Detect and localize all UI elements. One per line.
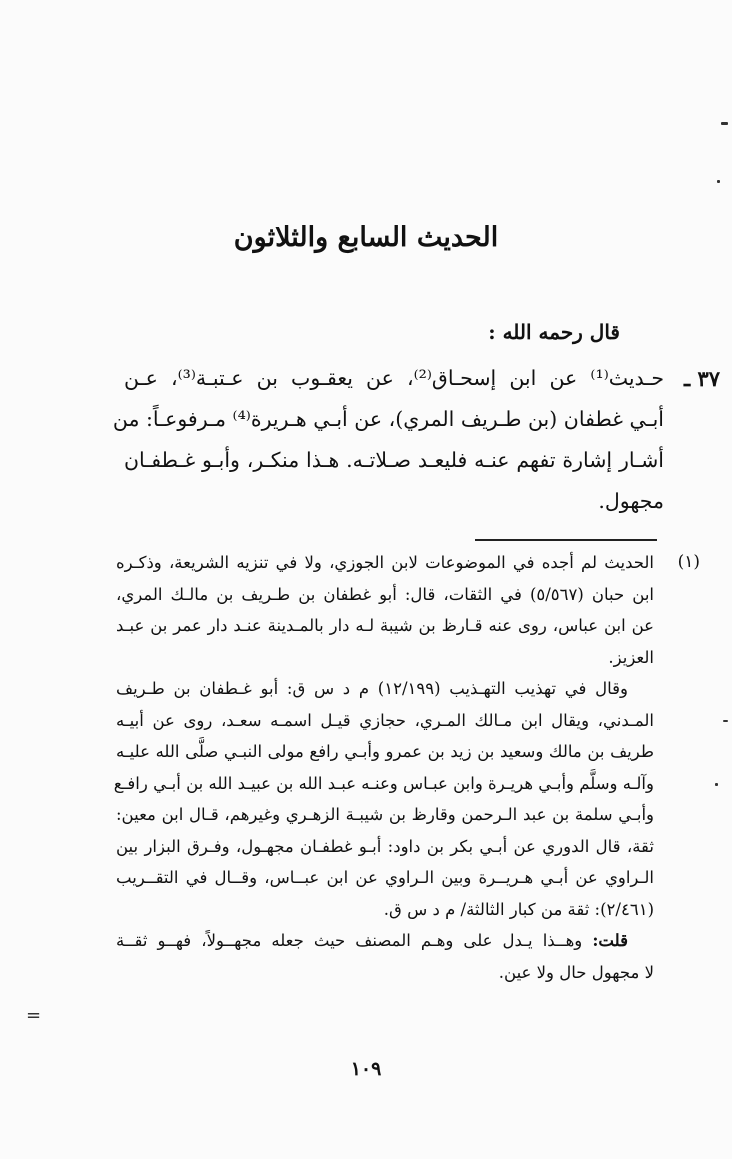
scan-mark <box>723 720 728 722</box>
hadith-line: أبـي غطفان (بن طـريف المري)، عن أبـي هـريرة⁽⁴⁾ مـرفوعـاً: من <box>112 407 664 431</box>
footnote-line: الـراوي عن أبـي هـريــرة وبين الـراوي عن ابن عبــاس، وقــال في التقــريب <box>116 868 654 887</box>
scan-mark <box>721 122 728 125</box>
intro-line: قال رحمه الله : <box>488 320 620 344</box>
hadith-number: ٣٧ ـ <box>683 366 720 391</box>
hadith-line: حـديث⁽¹⁾ عن ابن إسحـاق⁽²⁾، عن يعقـوب بن عـتبـة⁽³⁾، عـن <box>124 366 664 390</box>
scan-mark <box>715 783 718 786</box>
footnote-line: ثقة، قال الدوري عن أبـي بكر بن داود: أبـو غطفـان مجهـول، وفـرق البزار بين <box>116 836 654 856</box>
footnote-line: الحديث لم أجده في الموضوعات لابن الجوزي، ولا في تنزيه الشريعة، وذكـره <box>116 553 654 572</box>
footnote-line: ابن حبان (٥/٥٦٧) في الثقات، قال: أبو غطفان بن طـريف بن مالـك المري، <box>116 584 655 604</box>
footnote <box>113 547 700 988</box>
footnote-line: عن ابن عباس، روى عنه قـارظ بن شيبة لـه دار بالمـدينة عنـد دار عمر بن عبـد <box>116 616 654 635</box>
footnote-line: وآلـه وسلَّم وأبـي هريـرة وابن عبـاس وعنـه عبـد الله بن عبيـد الله بن أبـي رافـع <box>113 773 654 793</box>
footnote-line: وقال في تهذيب التهـذيب (١٢/١٩٩) م د س ق: أبو غـطفان بن طـريف <box>116 679 628 698</box>
footnote-number: (١) <box>677 552 700 572</box>
footnote-line: وأبـي سلمة بن عبد الـرحمن وقارظ بن شيبـة الزهـري وغيرهم، قـال ابن معين: <box>116 805 654 824</box>
margin-mark: = <box>26 1005 42 1026</box>
chapter-heading: الحديث السابع والثلاثون <box>233 222 499 253</box>
footnote-line: (٢/٤٦١): ثقة من كبار الثالثة/ م د س ق. <box>383 899 654 919</box>
hadith-text <box>112 358 720 522</box>
footnote-line: المـدني، ويقال ابن مـالك المـري، حجازي قيـل اسمـه سعـد، روى عن أبيـه <box>116 710 654 730</box>
remark-label: قلت: <box>592 931 628 950</box>
footnote-line: العزيز. <box>608 647 654 667</box>
footnote-line: لا مجهول حال ولا عين. <box>498 962 654 982</box>
footnote-remark-line <box>116 925 654 957</box>
remark-text: وهــذا يـدل على وهـم المصنف حيث جعله مجهــولاً، فهــو ثقــة <box>116 931 583 950</box>
hadith-line: مجهول. <box>598 489 664 513</box>
page-number: ١٠٩ <box>350 1058 382 1080</box>
hadith-line: أشـار إشارة تفهم عنـه فليعـد صـلاتـه. هـذا منكـر، وأبـو غـطفـان <box>124 448 664 472</box>
footnote-separator <box>475 539 657 541</box>
footnote-line: طريف بن مالك وسعيد بن زيد بن عمرو وأبـي رافع مولى النبـي صلَّى الله عليـه <box>116 742 654 761</box>
scan-mark <box>717 180 720 183</box>
